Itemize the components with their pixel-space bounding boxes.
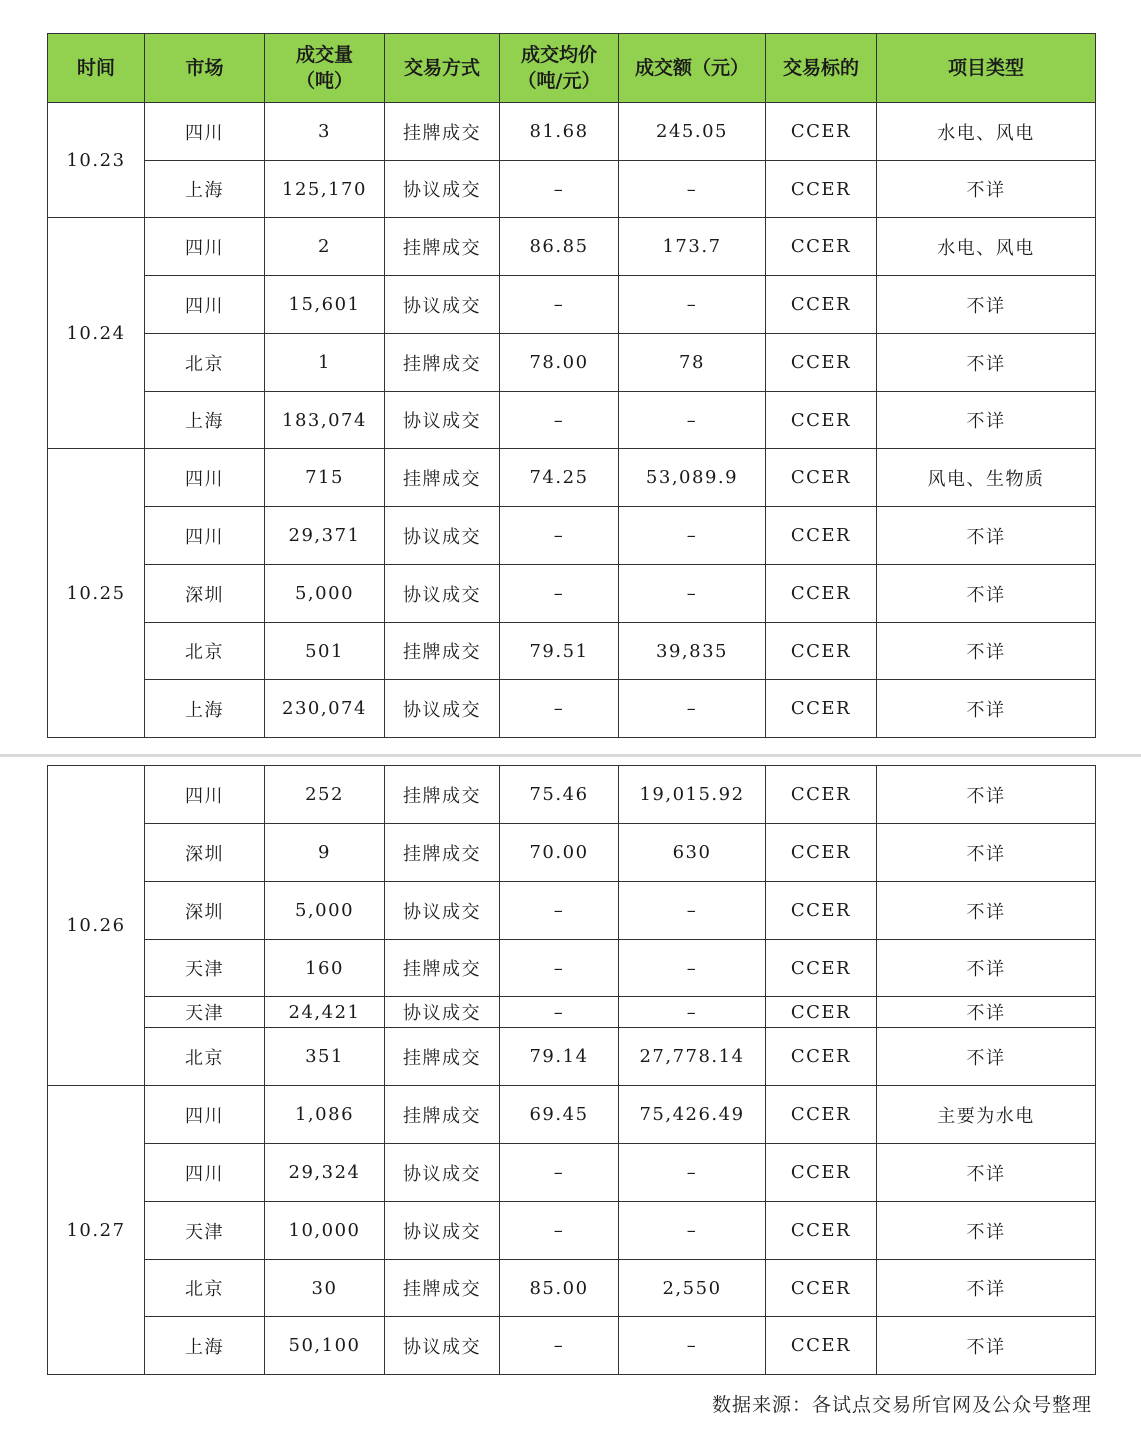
target-cell: CCER — [766, 276, 877, 334]
volume-cell: 10,000 — [265, 1202, 385, 1260]
amount-cell: – — [619, 1144, 766, 1202]
price-cell: – — [500, 1144, 619, 1202]
method-cell: 协议成交 — [385, 276, 500, 334]
volume-cell: 30 — [265, 1260, 385, 1317]
page-divider — [0, 754, 1141, 757]
table-row — [48, 940, 1096, 997]
table-row — [48, 1317, 1096, 1375]
table-row — [48, 882, 1096, 940]
method-cell: 协议成交 — [385, 680, 500, 738]
market-cell: 四川 — [145, 218, 265, 276]
amount-cell: 27,778.14 — [619, 1028, 766, 1086]
project-type-cell: 主要为水电 — [877, 1086, 1096, 1144]
target-cell: CCER — [766, 507, 877, 565]
amount-cell: – — [619, 276, 766, 334]
target-cell: CCER — [766, 882, 877, 940]
amount-cell: – — [619, 1317, 766, 1375]
method-cell: 协议成交 — [385, 1144, 500, 1202]
method-cell: 挂牌成交 — [385, 218, 500, 276]
market-cell: 上海 — [145, 1317, 265, 1375]
market-cell: 北京 — [145, 1260, 265, 1317]
volume-cell: 1,086 — [265, 1086, 385, 1144]
table-row — [48, 449, 1096, 507]
table-row — [48, 623, 1096, 680]
project-type-cell: 不详 — [877, 882, 1096, 940]
project-type-cell: 不详 — [877, 1144, 1096, 1202]
method-cell: 挂牌成交 — [385, 766, 500, 824]
market-cell: 北京 — [145, 623, 265, 680]
project-type-cell: 不详 — [877, 334, 1096, 392]
price-cell: 86.85 — [500, 218, 619, 276]
volume-cell: 125,170 — [265, 161, 385, 218]
volume-cell: 501 — [265, 623, 385, 680]
target-cell: CCER — [766, 766, 877, 824]
target-cell: CCER — [766, 1317, 877, 1375]
target-cell: CCER — [766, 940, 877, 997]
volume-cell: 24,421 — [265, 997, 385, 1028]
column-header: 成交量 （吨） — [265, 34, 385, 103]
table-row — [48, 103, 1096, 161]
target-cell: CCER — [766, 565, 877, 623]
column-header: 交易标的 — [766, 34, 877, 103]
project-type-cell: 不详 — [877, 997, 1096, 1028]
volume-cell: 29,324 — [265, 1144, 385, 1202]
column-header: 市场 — [145, 34, 265, 103]
table-row — [48, 507, 1096, 565]
amount-cell: – — [619, 997, 766, 1028]
market-cell: 四川 — [145, 449, 265, 507]
method-cell: 挂牌成交 — [385, 334, 500, 392]
trade-table-page-2 — [47, 765, 1096, 1375]
amount-cell: – — [619, 940, 766, 997]
volume-cell: 5,000 — [265, 565, 385, 623]
table-row — [48, 276, 1096, 334]
volume-cell: 230,074 — [265, 680, 385, 738]
date-cell: 10.24 — [48, 218, 145, 449]
market-cell: 天津 — [145, 940, 265, 997]
table-row — [48, 1144, 1096, 1202]
market-cell: 四川 — [145, 276, 265, 334]
method-cell: 协议成交 — [385, 392, 500, 449]
column-header: 交易方式 — [385, 34, 500, 103]
project-type-cell: 水电、风电 — [877, 218, 1096, 276]
volume-cell: 29,371 — [265, 507, 385, 565]
table-body-page-1 — [48, 103, 1096, 738]
volume-cell: 252 — [265, 766, 385, 824]
table-body-page-2 — [48, 766, 1096, 1375]
market-cell: 四川 — [145, 1144, 265, 1202]
amount-cell: – — [619, 1202, 766, 1260]
amount-cell: 39,835 — [619, 623, 766, 680]
market-cell: 天津 — [145, 1202, 265, 1260]
price-cell: 81.68 — [500, 103, 619, 161]
project-type-cell: 不详 — [877, 940, 1096, 997]
project-type-cell: 不详 — [877, 1202, 1096, 1260]
table-row — [48, 997, 1096, 1028]
project-type-cell: 水电、风电 — [877, 103, 1096, 161]
method-cell: 协议成交 — [385, 1202, 500, 1260]
amount-cell: 75,426.49 — [619, 1086, 766, 1144]
method-cell: 协议成交 — [385, 882, 500, 940]
project-type-cell: 不详 — [877, 161, 1096, 218]
price-cell: 69.45 — [500, 1086, 619, 1144]
volume-cell: 351 — [265, 1028, 385, 1086]
method-cell: 挂牌成交 — [385, 449, 500, 507]
price-cell: – — [500, 680, 619, 738]
table-row — [48, 824, 1096, 882]
date-cell: 10.27 — [48, 1086, 145, 1375]
volume-cell: 15,601 — [265, 276, 385, 334]
project-type-cell: 不详 — [877, 623, 1096, 680]
table-row — [48, 161, 1096, 218]
target-cell: CCER — [766, 161, 877, 218]
method-cell: 协议成交 — [385, 161, 500, 218]
market-cell: 上海 — [145, 680, 265, 738]
table-row — [48, 680, 1096, 738]
target-cell: CCER — [766, 1086, 877, 1144]
project-type-cell: 不详 — [877, 824, 1096, 882]
target-cell: CCER — [766, 623, 877, 680]
price-cell: 75.46 — [500, 766, 619, 824]
method-cell: 协议成交 — [385, 565, 500, 623]
target-cell: CCER — [766, 1028, 877, 1086]
amount-cell: – — [619, 680, 766, 738]
market-cell: 四川 — [145, 507, 265, 565]
price-cell: 78.00 — [500, 334, 619, 392]
market-cell: 天津 — [145, 997, 265, 1028]
table-row — [48, 1028, 1096, 1086]
amount-cell: 245.05 — [619, 103, 766, 161]
date-cell: 10.23 — [48, 103, 145, 218]
market-cell: 四川 — [145, 766, 265, 824]
market-cell: 北京 — [145, 1028, 265, 1086]
method-cell: 协议成交 — [385, 507, 500, 565]
table-row — [48, 392, 1096, 449]
method-cell: 挂牌成交 — [385, 1260, 500, 1317]
project-type-cell: 不详 — [877, 1260, 1096, 1317]
target-cell: CCER — [766, 997, 877, 1028]
volume-cell: 5,000 — [265, 882, 385, 940]
project-type-cell: 不详 — [877, 507, 1096, 565]
table-row — [48, 334, 1096, 392]
column-header: 时间 — [48, 34, 145, 103]
table-row — [48, 1202, 1096, 1260]
volume-cell: 1 — [265, 334, 385, 392]
method-cell: 挂牌成交 — [385, 824, 500, 882]
date-cell: 10.26 — [48, 766, 145, 1086]
amount-cell: – — [619, 507, 766, 565]
project-type-cell: 不详 — [877, 565, 1096, 623]
amount-cell: – — [619, 392, 766, 449]
market-cell: 上海 — [145, 161, 265, 218]
trade-table-page-1 — [47, 33, 1096, 738]
price-cell: 79.51 — [500, 623, 619, 680]
method-cell: 挂牌成交 — [385, 940, 500, 997]
market-cell: 四川 — [145, 1086, 265, 1144]
amount-cell: 173.7 — [619, 218, 766, 276]
amount-cell: – — [619, 161, 766, 218]
data-source-note: 数据来源：各试点交易所官网及公众号整理 — [711, 1394, 1092, 1416]
price-cell: – — [500, 161, 619, 218]
target-cell: CCER — [766, 449, 877, 507]
target-cell: CCER — [766, 334, 877, 392]
project-type-cell: 不详 — [877, 392, 1096, 449]
project-type-cell: 不详 — [877, 1317, 1096, 1375]
price-cell: – — [500, 392, 619, 449]
target-cell: CCER — [766, 103, 877, 161]
table-row — [48, 1260, 1096, 1317]
market-cell: 上海 — [145, 392, 265, 449]
amount-cell: 630 — [619, 824, 766, 882]
table-row — [48, 565, 1096, 623]
volume-cell: 160 — [265, 940, 385, 997]
price-cell: 74.25 — [500, 449, 619, 507]
project-type-cell: 不详 — [877, 1028, 1096, 1086]
volume-cell: 50,100 — [265, 1317, 385, 1375]
method-cell: 挂牌成交 — [385, 1028, 500, 1086]
method-cell: 协议成交 — [385, 997, 500, 1028]
table-row — [48, 1086, 1096, 1144]
market-cell: 四川 — [145, 103, 265, 161]
amount-cell: – — [619, 882, 766, 940]
column-header: 项目类型 — [877, 34, 1096, 103]
target-cell: CCER — [766, 392, 877, 449]
column-header: 成交均价 （吨/元） — [500, 34, 619, 103]
amount-cell: – — [619, 565, 766, 623]
volume-cell: 9 — [265, 824, 385, 882]
target-cell: CCER — [766, 680, 877, 738]
price-cell: – — [500, 1317, 619, 1375]
column-header: 成交额（元） — [619, 34, 766, 103]
price-cell: – — [500, 940, 619, 997]
method-cell: 协议成交 — [385, 1317, 500, 1375]
project-type-cell: 风电、生物质 — [877, 449, 1096, 507]
table-header-row — [48, 34, 1096, 103]
price-cell: – — [500, 882, 619, 940]
project-type-cell: 不详 — [877, 276, 1096, 334]
target-cell: CCER — [766, 218, 877, 276]
market-cell: 深圳 — [145, 882, 265, 940]
price-cell: 70.00 — [500, 824, 619, 882]
table-row — [48, 766, 1096, 824]
price-cell: 79.14 — [500, 1028, 619, 1086]
price-cell: – — [500, 276, 619, 334]
volume-cell: 3 — [265, 103, 385, 161]
method-cell: 挂牌成交 — [385, 623, 500, 680]
price-cell: – — [500, 507, 619, 565]
volume-cell: 2 — [265, 218, 385, 276]
target-cell: CCER — [766, 1202, 877, 1260]
market-cell: 北京 — [145, 334, 265, 392]
method-cell: 挂牌成交 — [385, 103, 500, 161]
table-row — [48, 218, 1096, 276]
market-cell: 深圳 — [145, 824, 265, 882]
price-cell: 85.00 — [500, 1260, 619, 1317]
project-type-cell: 不详 — [877, 766, 1096, 824]
amount-cell: 78 — [619, 334, 766, 392]
method-cell: 挂牌成交 — [385, 1086, 500, 1144]
price-cell: – — [500, 565, 619, 623]
target-cell: CCER — [766, 1144, 877, 1202]
target-cell: CCER — [766, 1260, 877, 1317]
price-cell: – — [500, 1202, 619, 1260]
price-cell: – — [500, 997, 619, 1028]
date-cell: 10.25 — [48, 449, 145, 738]
market-cell: 深圳 — [145, 565, 265, 623]
amount-cell: 53,089.9 — [619, 449, 766, 507]
project-type-cell: 不详 — [877, 680, 1096, 738]
amount-cell: 19,015.92 — [619, 766, 766, 824]
volume-cell: 183,074 — [265, 392, 385, 449]
target-cell: CCER — [766, 824, 877, 882]
amount-cell: 2,550 — [619, 1260, 766, 1317]
volume-cell: 715 — [265, 449, 385, 507]
